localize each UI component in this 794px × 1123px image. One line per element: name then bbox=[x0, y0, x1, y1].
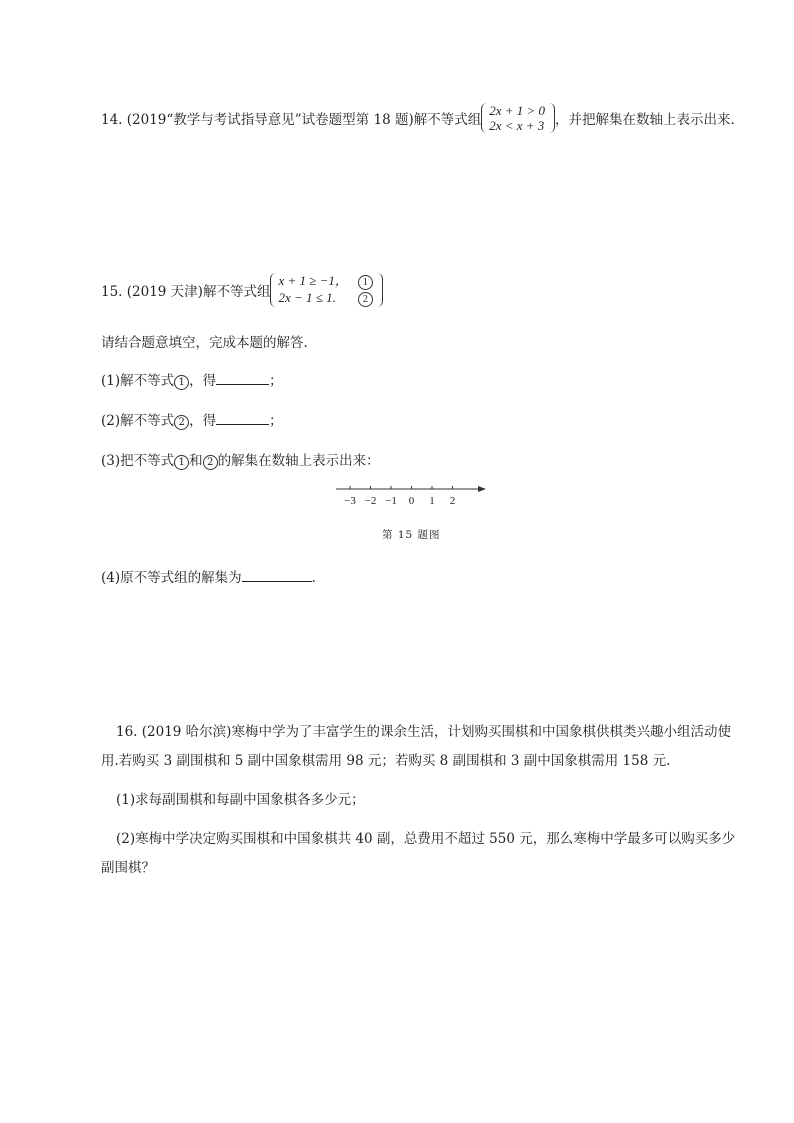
q14-inequality-system bbox=[481, 103, 555, 133]
figure-caption: 第 15 题图 bbox=[382, 529, 441, 541]
q16-part-2-line-1: (2)寒梅中学决定购买围棋和中国象棋共 40 副，总费用不超过 550 元，那么寒梅中学最多可以购买多少 bbox=[116, 831, 736, 847]
circled-marker: 1 bbox=[174, 375, 189, 390]
q15-eq1-line bbox=[270, 273, 382, 290]
number-line[interactable] bbox=[330, 478, 500, 512]
step3-suffix: 的解集在数轴上表示出来： bbox=[217, 453, 380, 469]
q14-eq2: 2x < x + 3 bbox=[489, 118, 545, 133]
circled-marker: 1 bbox=[174, 455, 189, 470]
right-paren bbox=[375, 273, 383, 307]
q16-part-1: (1)求每副围棋和每副中国象棋各多少元； bbox=[116, 792, 365, 808]
q14-suffix: ，并把解集在数轴上表示出来. bbox=[555, 112, 735, 128]
circled-marker: 2 bbox=[358, 292, 373, 307]
step3-mid: 和 bbox=[189, 453, 203, 469]
number-line-tick-label: −1 bbox=[385, 495, 397, 507]
step2-prefix: (2)解不等式 bbox=[101, 413, 175, 429]
circled-marker: 1 bbox=[358, 275, 373, 290]
q15-eq2-line bbox=[270, 290, 382, 307]
q15-step-2 bbox=[101, 409, 283, 430]
answer-blank[interactable] bbox=[216, 412, 269, 425]
step3-prefix: (3)把不等式 bbox=[101, 453, 175, 469]
step4-prefix: (4)原不等式组的解集为 bbox=[101, 570, 242, 586]
left-brace bbox=[481, 103, 489, 133]
q15-step-3 bbox=[101, 449, 380, 470]
answer-blank[interactable] bbox=[216, 372, 269, 385]
q15-instruction: 请结合题意填空，完成本题的解答. bbox=[101, 335, 308, 351]
left-brace bbox=[270, 273, 278, 307]
circled-marker: 2 bbox=[203, 455, 218, 470]
step1-prefix: (1)解不等式 bbox=[101, 373, 175, 389]
q15-eq2: 2x − 1 ≤ 1. bbox=[278, 290, 336, 305]
circled-marker: 2 bbox=[174, 415, 189, 430]
number-line-arrow bbox=[478, 486, 486, 492]
step2-suffix: ，得 bbox=[189, 413, 217, 429]
question-14 bbox=[101, 103, 735, 133]
number-line-tick-label: −2 bbox=[364, 495, 377, 507]
number-line-tick-label: 1 bbox=[429, 495, 435, 507]
q16-line-2: 用.若购买 3 副围棋和 5 副中国象棋需用 98 元；若购买 8 副围棋和 3 副中国象棋需用 158 元. bbox=[101, 753, 671, 769]
number-line-tick-label: −3 bbox=[344, 495, 356, 507]
q14-eq1: 2x + 1 > 0 bbox=[489, 103, 546, 118]
number-line-tick-label: 2 bbox=[449, 495, 456, 507]
step4-end: . bbox=[311, 570, 316, 586]
step1-suffix: ，得 bbox=[189, 373, 217, 389]
q16-line-1: 16. (2019 哈尔滨)寒梅中学为了丰富学生的课余生活，计划购买围棋和中国象棋供棋类兴趣小组活动使 bbox=[116, 724, 731, 740]
q15-step-4 bbox=[101, 566, 316, 586]
question-15 bbox=[101, 273, 383, 307]
answer-blank[interactable] bbox=[242, 569, 312, 582]
q15-eq1: x + 1 ≥ −1， bbox=[278, 273, 348, 288]
q15-prefix: 15. (2019 天津)解不等式组 bbox=[101, 284, 271, 300]
q14-prefix: 14. (2019“教学与考试指导意见”试卷题型第 18 题)解不等式组 bbox=[101, 112, 482, 128]
right-paren bbox=[547, 103, 555, 133]
step1-end: ； bbox=[269, 373, 283, 389]
number-line-tick-label: 0 bbox=[408, 495, 415, 507]
q16-part-2-line-2: 副围棋？ bbox=[101, 860, 155, 876]
step2-end: ； bbox=[269, 413, 283, 429]
q15-step-1 bbox=[101, 369, 283, 390]
q15-inequality-system bbox=[270, 273, 382, 307]
